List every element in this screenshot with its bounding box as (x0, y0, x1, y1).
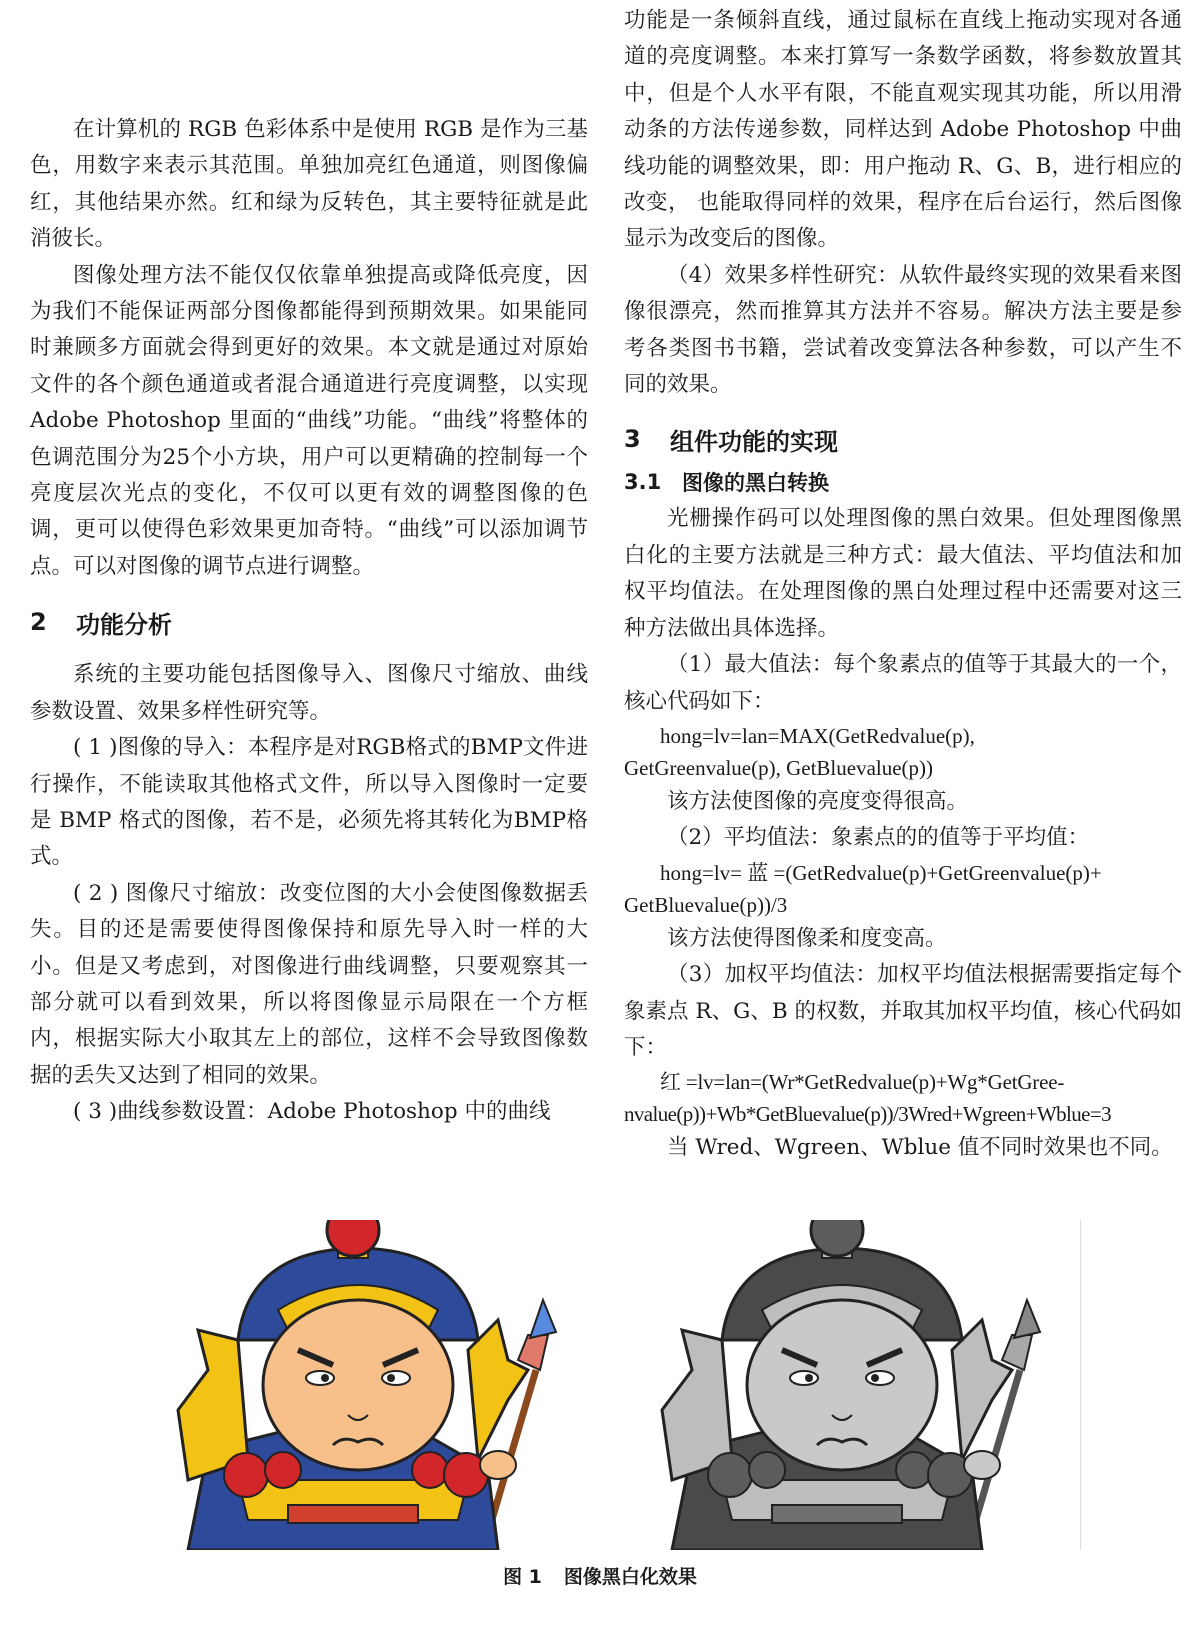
figure-caption (0, 1562, 1200, 1589)
paragraph: ( 2 ) 图像尺寸缩放：改变位图的大小会使图像数据丢失。目的还是需要使得图像保持和原先导入时一样的大小。但是又考虑到，对图像进行曲线调整，只要观察其一部分就可以看到效果，所以将图像显示局限在一个方框内，根据实际大小取其左上的部位，这样不会导致图像数据的丢失又达到了相同的效果。 (30, 880, 588, 1088)
paragraph: （4）效果多样性研究：从软件最终实现的效果看来图像很漂亮，然而推算其方法并不容易。解决方法主要是参考各类图书书籍，尝试着改变算法各种参数，可以产生不同的效果。 (624, 262, 1182, 398)
section-title: 功能分析 (76, 610, 172, 639)
subsection-number: 3.1 (624, 470, 662, 495)
figure-number: 图 1 (503, 1566, 542, 1588)
figure-title: 图像黑白化效果 (563, 1566, 697, 1588)
paragraph: 功能是一条倾斜直线，通过鼠标在直线上拖动实现对各通道的亮度调整。本来打算写一条数学函数，将参数放置其中，但是个人水平有限，不能直观实现其功能，所以用滑动条的方法传递参数，同样达到 Adobe Photoshop 中曲线功能的调整效果，即：用户拖动 R、G、B，进行相应的改变， 也能取得同样的效果，程序在后台运行，然后图像显示为改变后的图像。 (624, 8, 1182, 252)
color-illustration (168, 1220, 558, 1550)
paragraph: ( 3 )曲线参数设置：Adobe Photoshop 中的曲线 (73, 1099, 551, 1125)
code-line: nvalue(p))+Wb*GetBluevalue(p))/3Wred+Wgreen+Wblue=3 (624, 1102, 1112, 1127)
code-line: GetBluevalue(p))/3 (624, 892, 788, 917)
right-column (624, 0, 1182, 1167)
paragraph: 光栅操作码可以处理图像的黑白效果。但处理图像黑白化的主要方法就是三种方式：最大值法、平均值法和加权平均值法。在处理图像的黑白处理过程中还需要对这三种方法做出具体选择。 (624, 506, 1182, 641)
paragraph: 图像处理方法不能仅仅依靠单独提高或降低亮度，因为我们不能保证两部分图像都能得到预期效果。如果能同时兼顾多方面就会得到更好的效果。本文就是通过对原始文件的各个颜色通道或者混合通道进行亮度调整，以实现 Adobe Photoshop 里面的“曲线”功能。“曲线”将整体的色调范围分为25个小方块，用户可以更精确的控制每一个亮度层次光点的变化，不仅可以更有效的调整图像的色调，更可以使得色彩效果更加奇特。“曲线”可以添加调节点。可以对图像的调节点进行调整。 (30, 262, 588, 579)
section-heading (624, 415, 1182, 463)
paragraph: （1）最大值法：每个象素点的值等于其最大的一个，核心代码如下： (624, 652, 1182, 714)
section-number: 2 (30, 608, 47, 637)
section-title: 组件功能的实现 (670, 427, 838, 456)
section-number: 3 (624, 425, 641, 454)
paragraph: 在计算机的 RGB 色彩体系中是使用 RGB 是作为三基色，用数字来表示其范围。单独加亮红色通道，则图像偏红，其他结果亦然。红和绿为反转色，其主要特征就是此消彼长。 (30, 117, 588, 252)
paragraph: 该方法使得图像柔和度变高。 (667, 925, 947, 951)
paragraph: 当 Wred、Wgreen、Wblue 值不同时效果也不同。 (667, 1135, 1173, 1161)
paragraph: （3）加权平均值法：加权平均值法根据需要指定每个象素点 R、G、B 的权数，并取其加权平均值，核心代码如下： (624, 962, 1182, 1060)
code-line: 红 =lv=lan=(Wr*GetRedvalue(p)+Wg*GetGree- (660, 1070, 1065, 1095)
code-line: hong=lv= 蓝 =(GetRedvalue(p)+GetGreenvalue(p)+ (660, 860, 1102, 885)
subsection-heading (624, 463, 1182, 501)
code-line: hong=lv=lan=MAX(GetRedvalue(p), (660, 723, 975, 748)
paragraph: 该方法使图像的亮度变得很高。 (667, 788, 969, 814)
paragraph: ( 1 )图像的导入：本程序是对RGB格式的BMP文件进行操作，不能读取其他格式文件，所以导入图像时一定要是 BMP 格式的图像，若不是，必须先将其转化为BMP格式。 (30, 735, 588, 870)
paragraph: （2）平均值法：象素点的的值等于平均值： (667, 825, 1090, 851)
section-heading (30, 599, 588, 645)
grayscale-illustration (640, 1220, 1081, 1550)
subsection-title: 图像的黑白转换 (682, 471, 829, 496)
code-line: GetGreenvalue(p), GetBluevalue(p)) (624, 755, 934, 780)
paragraph: 系统的主要功能包括图像导入、图像尺寸缩放、曲线参数设置、效果多样性研究等。 (30, 662, 588, 724)
left-column (30, 0, 588, 1131)
